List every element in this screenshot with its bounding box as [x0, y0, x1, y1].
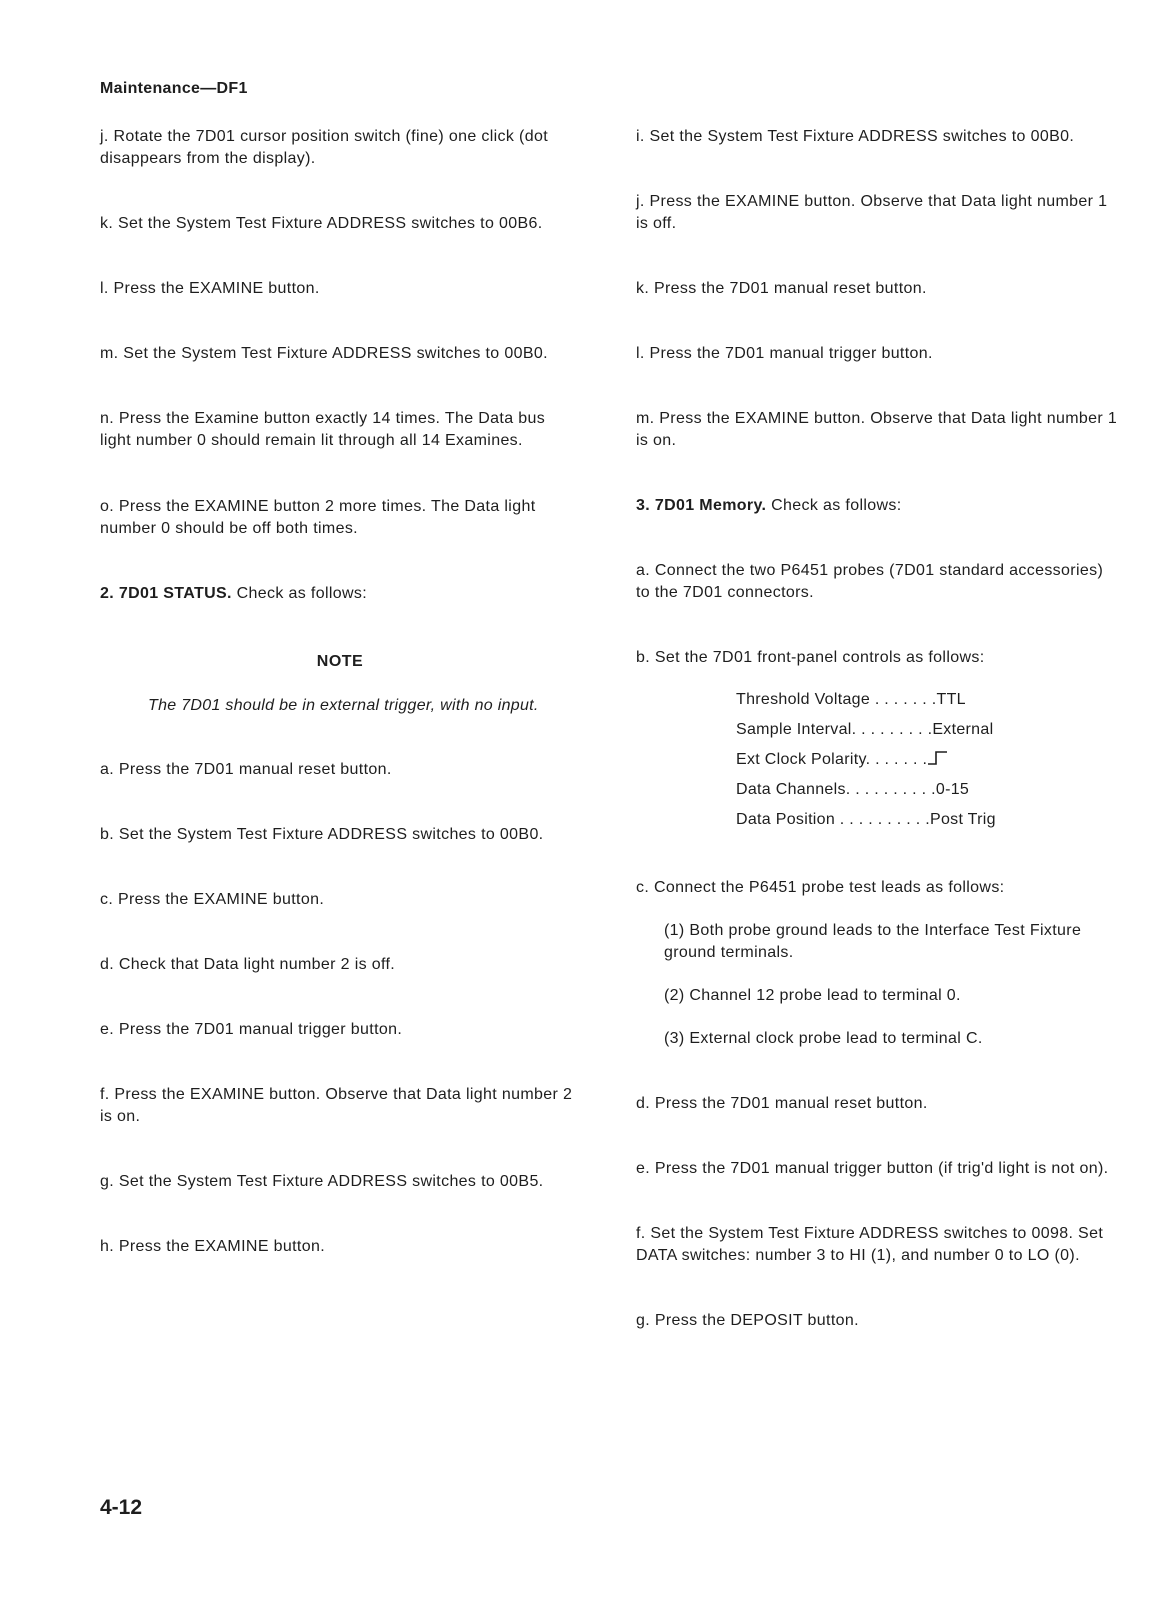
- section-3-title: 3. 7D01 Memory.: [636, 497, 767, 514]
- front-panel-settings: [736, 685, 1120, 835]
- step-n-left: n. Press the Examine button exactly 14 times. The Data bus light number 0 should remain lit through all 14 Examines.: [100, 410, 546, 449]
- step-j-right: j. Press the EXAMINE button. Observe that Data light number 1 is off.: [636, 193, 1108, 232]
- step-a-left: a. Press the 7D01 manual reset button.: [100, 761, 392, 778]
- step-f-left: f. Press the EXAMINE button. Observe that Data light number 2 is on.: [100, 1086, 573, 1125]
- step-b-right: b. Set the 7D01 front-panel controls as follows:: [636, 649, 985, 666]
- step-l-left: l. Press the EXAMINE button.: [100, 280, 320, 297]
- step-m-right: m. Press the EXAMINE button. Observe that Data light number 1 is on.: [636, 410, 1118, 449]
- step-d-right: d. Press the 7D01 manual reset button.: [636, 1095, 928, 1112]
- setting-data-channels: Data Channels. . . . . . . . . .0-15: [736, 781, 970, 798]
- step-l-right: l. Press the 7D01 manual trigger button.: [636, 345, 933, 362]
- step-o-left: o. Press the EXAMINE button 2 more times. The Data light number 0 should be off both times.: [100, 498, 536, 537]
- note-title: NOTE: [316, 653, 364, 670]
- setting-ext-clock-polarity-label: Ext Clock Polarity. . . . . . .: [736, 751, 928, 768]
- section-3-rest: Check as follows:: [766, 497, 902, 514]
- page-number: 4-12: [100, 1496, 143, 1519]
- step-h-left: h. Press the EXAMINE button.: [100, 1238, 326, 1255]
- step-c-left: c. Press the EXAMINE button.: [100, 891, 325, 908]
- step-i-right: i. Set the System Test Fixture ADDRESS switches to 00B0.: [636, 128, 1075, 145]
- step-g-right: g. Press the DEPOSIT button.: [636, 1312, 859, 1329]
- section-3-heading: [636, 495, 1120, 517]
- page-header: Maintenance—DF1: [100, 80, 248, 97]
- step-c-right: c. Connect the P6451 probe test leads as follows:: [636, 879, 1005, 896]
- section-2-heading: [100, 583, 580, 605]
- step-m-left: m. Set the System Test Fixture ADDRESS switches to 00B0.: [100, 345, 548, 362]
- section-2-rest: Check as follows:: [231, 585, 368, 602]
- step-a-right: a. Connect the two P6451 probes (7D01 standard accessories) to the 7D01 connectors.: [636, 562, 1104, 601]
- setting-ext-clock-polarity: [736, 745, 1120, 775]
- step-e-right: e. Press the 7D01 manual trigger button (if trig'd light is not on).: [636, 1160, 1109, 1177]
- step-b-left: b. Set the System Test Fixture ADDRESS switches to 00B0.: [100, 826, 544, 843]
- right-column: [636, 126, 1120, 1332]
- note-body: The 7D01 should be in external trigger, with no input.: [148, 697, 539, 714]
- left-column: [100, 126, 580, 1258]
- setting-data-position: Data Position . . . . . . . . . .Post Trig: [736, 811, 996, 828]
- substep-2: (2) Channel 12 probe lead to terminal 0.: [664, 987, 961, 1004]
- substep-1: (1) Both probe ground leads to the Interface Test Fixture ground terminals.: [664, 922, 1082, 961]
- step-f-right: f. Set the System Test Fixture ADDRESS switches to 0098. Set DATA switches: number 3 to HI (1), and number 0 to LO (0).: [636, 1225, 1104, 1264]
- step-k-left: k. Set the System Test Fixture ADDRESS switches to 00B6.: [100, 215, 543, 232]
- setting-sample-interval: Sample Interval. . . . . . . . .External: [736, 721, 994, 738]
- step-g-left: g. Set the System Test Fixture ADDRESS switches to 00B5.: [100, 1173, 544, 1190]
- section-2-title: 2. 7D01 STATUS.: [100, 585, 232, 602]
- setting-threshold-voltage: Threshold Voltage . . . . . . .TTL: [736, 691, 966, 708]
- substep-3: (3) External clock probe lead to terminal C.: [664, 1030, 983, 1047]
- step-e-left: e. Press the 7D01 manual trigger button.: [100, 1021, 403, 1038]
- step-j-left: j. Rotate the 7D01 cursor position switch (fine) one click (dot disappears from the display).: [100, 128, 549, 167]
- rising-edge-icon: [927, 750, 949, 766]
- step-d-left: d. Check that Data light number 2 is off.: [100, 956, 396, 973]
- step-k-right: k. Press the 7D01 manual reset button.: [636, 280, 927, 297]
